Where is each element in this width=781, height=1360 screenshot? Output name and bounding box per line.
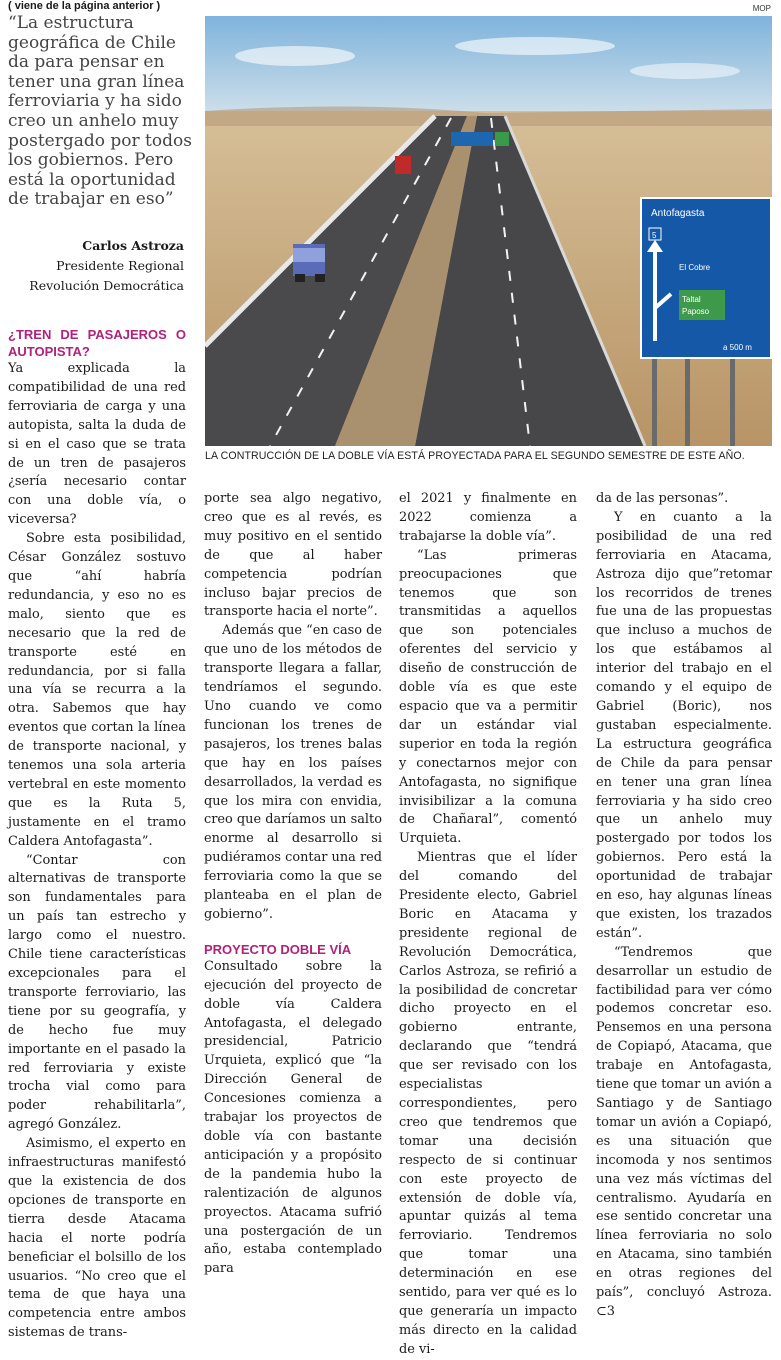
red-truck-icon: [395, 156, 411, 174]
paragraph: Sobre esta posibilidad, César González sostuvo que “ahí habría redundancia, y eso no es malo, siento que es necesario que la red de transporte esté en redundancia, por si falla una vía se recurra a la otra. Sabemos que hay eventos que cortan la línea de transporte nacional, y tenemos una sola arteria vertebral en este momento que es la Ruta 5, justamente en el tramo Caldera Antofagasta”.: [8, 531, 186, 849]
end-mark-icon: ⊂3: [596, 1303, 616, 1319]
sign-city: Antofagasta: [651, 208, 705, 219]
author-name: Carlos Astroza: [82, 238, 184, 253]
article-column-2: [204, 490, 382, 1279]
paragraph: da de las personas”.: [596, 491, 729, 506]
paragraph: Mientras que el líder del comando del Presidente electo, Gabriel Boric en Atacama y presidente regional de Revolución Democrática, Carlos Astroza, se refirió a la posibilidad de concretar dicho proyecto en el gobierno entrante, declarando que “tendrá que ser revisado con los especialistas correspondientes, pero creo que tendremos que tomar una decisión respecto de si continuar con este proyecto de extensión de doble vía, apuntar quizás al tema ferroviario. Tendremos que tomar una determinación en ese sentido, para ver qué es lo que generaría un impacto más directo en la calidad de vi-: [399, 850, 577, 1357]
author-party: Revolución Democrática: [29, 278, 184, 293]
sign-route: 5: [652, 231, 657, 240]
article-column-1: [8, 326, 186, 1343]
paragraph: Consultado sobre la ejecución del proyecto de doble vía Caldera Antofagasta, el delegado presidencial, Patricio Urquieta, explicó que “la Dirección General de Concesiones comienza a trabajar los proyectos de doble vía con bastante anticipación y a propósito de la pandemia hubo la ralentización de algunos proyectos. Atacama sufrió una postergación de un año, estaba contemplado para: [204, 958, 382, 1277]
paragraph: [596, 944, 772, 1322]
quote-attribution: [29, 236, 184, 296]
article-column-4: [596, 490, 772, 1322]
paragraph: Además que “en caso de que uno de los métodos de transporte llegara a fallar, tendríamos el segundo. Uno cuando ve como funcionan los trenes de pasajeros, los trenes balas que hay en los países desarrollados, la verdad es que los mira con envidia, creo que daríamos un salto enorme al desarrollo si pudiéramos contar una red ferroviaria como la que se planteaba en el plan de gobierno”.: [204, 623, 382, 922]
pull-quote: “La estructura geográfica de Chile da para pensar en tener una gran línea ferroviaria y ha sido creo un anhelo muy postergado por todos los gobiernos. Pero está la oportunidad de trabajar en eso”: [8, 13, 192, 210]
article-column-3: [399, 490, 577, 1360]
subhead-tren: ¿TREN DE PASAJEROS O AUTOPISTA?: [8, 327, 186, 359]
paragraph: el 2021 y finalmente en 2022 comienza a trabajarse la doble vía”.: [399, 491, 577, 544]
sign-town: El Cobre: [679, 263, 711, 272]
paragraph: Asimismo, el experto en infraestructuras manifestó que la existencia de dos opciones de transporte en tierra desde Atacama hacia el norte podría beneficiar el bolsillo de los usuarios. “No creo que el tema de que haya una competencia entre ambos sistemas de trans-: [8, 1136, 186, 1341]
highway-photo: [205, 16, 772, 446]
continued-label: ( viene de la página anterior ): [8, 0, 161, 12]
sign-distance: a 500 m: [723, 343, 752, 352]
highway-illustration: [205, 16, 772, 446]
paragraph: “Contar con alternativas de transporte son fundamentales para un país tan estrecho y largo como el nuestro. Chile tiene características excepcionales para el transporte ferroviario, las tiene por su geografía, y de hecho fue muy importante en el pasado la red ferroviaria y existe trocha vial como para poder rehabilitarla”, agregó González.: [8, 852, 186, 1133]
author-role: Presidente Regional: [56, 258, 184, 273]
paragraph: Ya explicada la compatibilidad de una red ferroviaria de carga y una autopista, salta la duda de si en el caso que se trata de un tren de pasajeros ¿sería necesario contar con una doble vía, o viceversa?: [8, 361, 186, 528]
overhead-signs: [451, 132, 509, 146]
photo-credit: MOP: [752, 4, 771, 13]
photo-caption: LA CONTRUCCIÓN DE LA DOBLE VÍA ESTÁ PROYECTADA PARA EL SEGUNDO SEMESTRE DE ESTE AÑO.: [205, 450, 745, 462]
sign-exit-taltal: Taltal: [682, 295, 701, 304]
subhead-doble-via: PROYECTO DOBLE VÍA: [204, 941, 352, 957]
paragraph: porte sea algo negativo, creo que es al revés, es muy positivo en el sentido de que al haber competencia podrían incluso bajar precios de transporte hacia el norte”.: [204, 491, 382, 620]
paragraph: Y en cuanto a la posibilidad de una red ferroviaria en Atacama, Astroza dijo que”retomar los recorridos de trenes fue una de las propuestas que incluso a muchos de los que estábamos al interior del trabajo en el comando y el equipo de Gabriel (Boric), nos gustaban especialmente. La estructura geográfica de Chile da para pensar en tener una gran línea ferroviaria y ha sido creo que un anhelo muy postergado por todos los gobiernos. Pero está la oportunidad de trabajar en eso, hay algunas líneas que existen, los trazados están”.: [596, 509, 772, 941]
paragraph: “Las primeras preocupaciones que tenemos que son transmitidas a aquellos que son potenciales oferentes del servicio y diseño de construcción de doble vía es que este espacio que va a permitir dar un estándar vial superior en toda la región y conectarnos mejor con Antofagasta, no signifique invisibilizar a la comuna de Chañaral”, comentó Urquieta.: [399, 547, 577, 847]
sign-exit-paposo: Paposo: [682, 307, 710, 316]
paragraph-text: “Tendremos que desarrollar un estudio de factibilidad para ver cómo podemos concretar eso. Pensemos en una persona de Copiapó, Atacama, que trabaje en Antofagasta, tiene que tomar un avión a Santiago y de Santiago tomar un avión a Copiapó, es una situación que incomoda y nos sentimos una vez más víctimas del centralismo. Ayudaría en ese sentido concretar una línea ferroviaria no solo en Atacama, sino también en otras regiones del país”, concluyó Astroza.: [596, 944, 772, 1301]
